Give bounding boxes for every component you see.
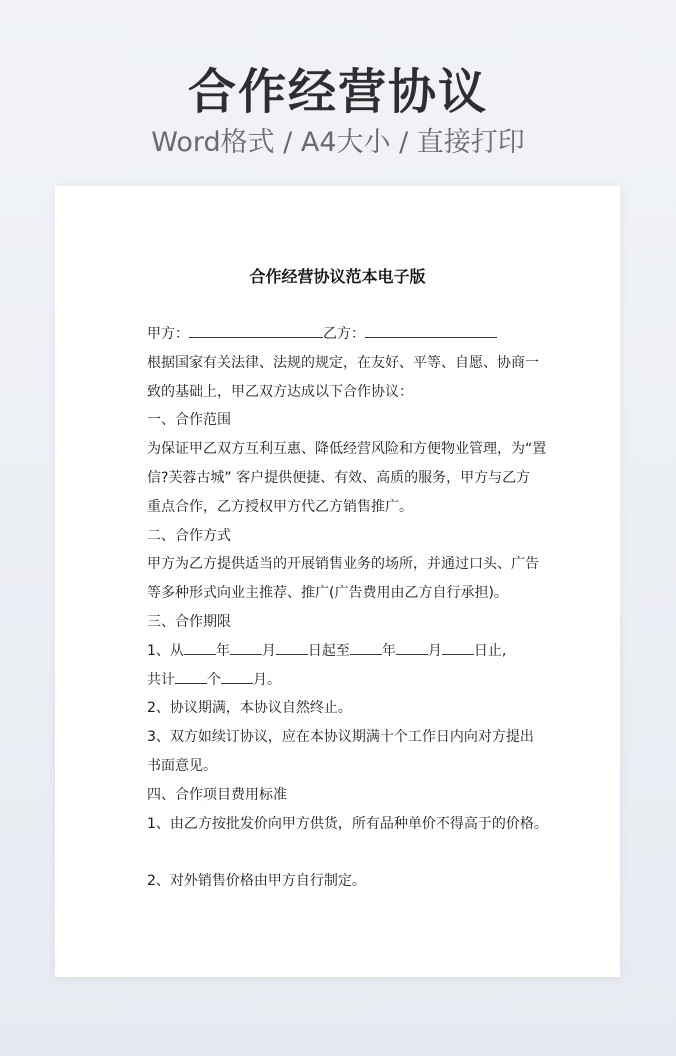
- term-month: 月: [261, 642, 276, 659]
- document-body: [147, 320, 548, 896]
- party-b-blank: [365, 323, 497, 338]
- term-year: 年: [215, 642, 230, 659]
- page-subtitle: Word格式 / A4大小 / 直接打印: [151, 127, 525, 158]
- blank-line: [147, 838, 540, 867]
- list-item: 2、对外销售价格由甲方自行制定。: [147, 873, 366, 890]
- parties-line: [147, 320, 540, 349]
- paragraph-line: 等多种形式向业主推荐、推广(广告费用由乙方自行承担)。: [147, 585, 508, 602]
- blank: [442, 640, 474, 655]
- list-item: 3、双方如续订协议，应在本协议期满十个工作日内向对方提出: [147, 729, 534, 746]
- party-b-label: 乙方：: [323, 326, 365, 342]
- list-item: 2、协议期满，本协议自然终止。: [147, 700, 352, 717]
- section-heading: 四、合作项目费用标准: [147, 786, 287, 803]
- intro-line: 根据国家有关法律、法规的规定，在友好、平等、自愿、协商一: [147, 354, 539, 371]
- term-year: 年: [381, 642, 396, 659]
- list-item: 书面意见。: [147, 757, 217, 774]
- paragraph-line: 为保证甲乙双方互利互惠、降低经营风险和方便物业管理，为“置: [147, 441, 547, 458]
- term-day-end: 日止,: [473, 642, 507, 659]
- paragraph-line: 重点合作，乙方授权甲方代乙方销售推广。: [147, 498, 413, 515]
- blank: [350, 640, 382, 655]
- section-heading: 一、合作范围: [147, 412, 231, 429]
- term-month-end: 月。: [253, 671, 281, 688]
- page-title: 合作经营协议: [187, 64, 488, 120]
- term-month: 月: [427, 642, 442, 659]
- document-page: [55, 186, 620, 977]
- party-a-blank: [189, 323, 323, 338]
- blank: [396, 640, 428, 655]
- term-from: 1、从: [147, 642, 184, 659]
- term-total: 共计: [147, 671, 175, 688]
- term-count: 个: [207, 671, 221, 688]
- blank: [230, 640, 262, 655]
- intro-line: 致的基础上，甲乙双方达成以下合作协议：: [147, 383, 413, 400]
- paragraph-line: 信?芙蓉古城” 客户提供便捷、有效、高质的服务，甲方与乙方: [147, 469, 531, 486]
- party-a-label: 甲方：: [147, 326, 189, 342]
- blank: [175, 669, 207, 684]
- section-heading: 三、合作期限: [147, 613, 231, 630]
- section-heading: 二、合作方式: [147, 527, 231, 544]
- header: [0, 62, 676, 162]
- term-total-line: [147, 666, 540, 695]
- paragraph-line: 甲方为乙方提供适当的开展销售业务的场所，并通过口头、广告: [147, 556, 539, 573]
- term-day-start: 日起至: [307, 642, 350, 659]
- blank: [276, 640, 308, 655]
- blank: [184, 640, 216, 655]
- list-item: 1、由乙方按批发价向甲方供货，所有品种单价不得高于的价格。: [147, 815, 548, 832]
- document-title: 合作经营协议范本电子版: [249, 267, 426, 286]
- term-line: [147, 637, 540, 666]
- blank: [221, 669, 253, 684]
